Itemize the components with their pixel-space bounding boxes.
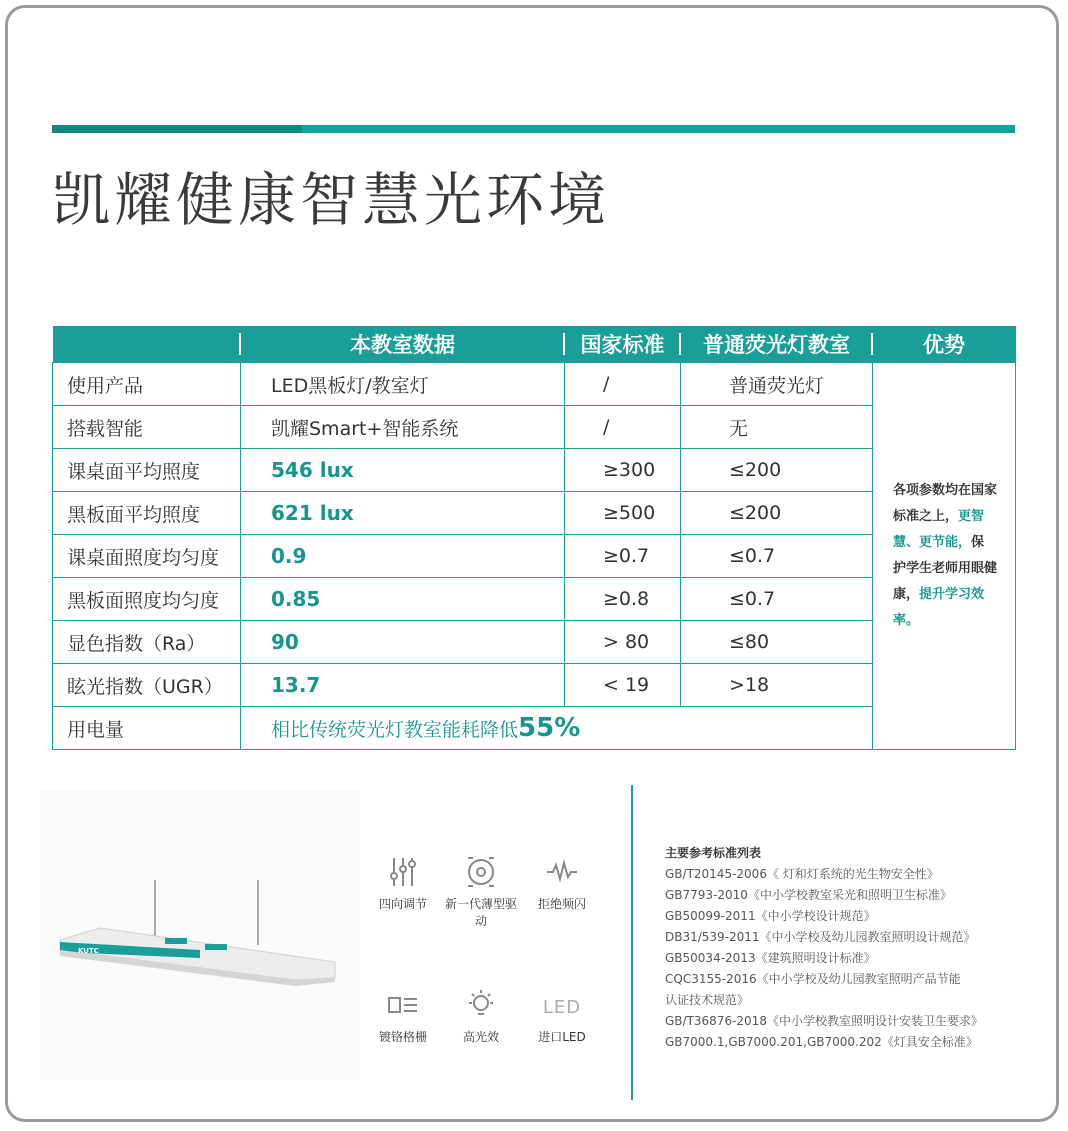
row-fluorescent: 普通荧光灯 bbox=[681, 363, 873, 406]
list-item: GB/T36876-2018《中小学校教室照明设计安装卫生要求》 bbox=[665, 1014, 983, 1028]
sliders-icon bbox=[363, 855, 443, 895]
row-label: 课桌面照度均匀度 bbox=[53, 535, 241, 578]
row-label: 眩光指数（UGR） bbox=[53, 664, 241, 707]
title-rule-accent bbox=[52, 125, 302, 133]
row-fluorescent: >18 bbox=[681, 664, 873, 707]
bulb-icon bbox=[441, 988, 521, 1028]
title-rule bbox=[52, 125, 1015, 133]
table-header-row bbox=[53, 326, 1016, 363]
header-label bbox=[53, 326, 241, 363]
row-standard: ≥300 bbox=[565, 449, 681, 492]
led-icon: LED bbox=[542, 997, 582, 1018]
table-row bbox=[53, 363, 1016, 406]
table-row bbox=[53, 449, 1016, 492]
grid-icon bbox=[363, 988, 443, 1028]
row-fluorescent: ≤0.7 bbox=[681, 578, 873, 621]
table-row bbox=[53, 492, 1016, 535]
reference-standards bbox=[665, 843, 983, 1053]
list-item: CQC3155-2016《中小学校及幼儿园教室照明产品节能 bbox=[665, 972, 961, 986]
reference-heading: 主要参考标准列表 bbox=[665, 846, 762, 860]
row-fluorescent: ≤80 bbox=[681, 621, 873, 664]
row-value: LED黑板灯/教室灯 bbox=[241, 363, 565, 406]
row-value: 90 bbox=[241, 621, 565, 664]
product-brand-label: KUTC bbox=[78, 947, 99, 955]
list-item: GB7000.1,GB7000.201,GB7000.202《灯具安全标准》 bbox=[665, 1035, 978, 1049]
list-item: DB31/539-2011《中小学校及幼儿园教室照明设计规范》 bbox=[665, 930, 976, 944]
list-item: GB/T20145-2006《 灯和灯系统的光生物安全性》 bbox=[665, 867, 939, 881]
page-title: 凯耀健康智慧光环境 bbox=[52, 166, 611, 234]
row-fluorescent: ≤0.7 bbox=[681, 535, 873, 578]
list-item: GB50034-2013《建筑照明设计标准》 bbox=[665, 951, 876, 965]
row-label: 课桌面平均照度 bbox=[53, 449, 241, 492]
wave-icon bbox=[522, 855, 602, 895]
row-standard: < 19 bbox=[565, 664, 681, 707]
header-fluorescent: 普通荧光灯教室 bbox=[681, 326, 873, 363]
row-fluorescent: ≤200 bbox=[681, 492, 873, 535]
row-label: 黑板面平均照度 bbox=[53, 492, 241, 535]
comparison-table bbox=[52, 326, 1016, 750]
list-item: GB50099-2011《中小学校设计规范》 bbox=[665, 909, 876, 923]
header-advantage: 优势 bbox=[873, 326, 1016, 363]
feature-high-efficacy: 高光效 bbox=[441, 988, 521, 1045]
row-standard: / bbox=[565, 406, 681, 449]
list-item: 认证技术规范》 bbox=[665, 993, 750, 1007]
row-standard: > 80 bbox=[565, 621, 681, 664]
led-panel-illustration bbox=[40, 790, 360, 1080]
power-saving-text: 相比传统荧光灯教室能耗降低55% bbox=[241, 707, 873, 750]
row-value: 13.7 bbox=[241, 664, 565, 707]
row-label: 搭载智能 bbox=[53, 406, 241, 449]
power-row bbox=[53, 707, 1016, 750]
row-standard: ≥500 bbox=[565, 492, 681, 535]
advantage-cell: 各项参数均在国家标准之上，更智慧、更节能，保护学生老师用眼健康，提升学习效率。 bbox=[873, 363, 1016, 750]
row-standard: ≥0.8 bbox=[565, 578, 681, 621]
row-label: 显色指数（Ra） bbox=[53, 621, 241, 664]
row-fluorescent: ≤200 bbox=[681, 449, 873, 492]
table-row bbox=[53, 664, 1016, 707]
feature-chrome-grille: 镀铬格栅 bbox=[363, 988, 443, 1045]
feature-four-way-adjust: 四向调节 bbox=[363, 855, 443, 912]
row-fluorescent: 无 bbox=[681, 406, 873, 449]
table-row bbox=[53, 621, 1016, 664]
table-row bbox=[53, 578, 1016, 621]
row-label: 黑板面照度均匀度 bbox=[53, 578, 241, 621]
row-value: 凯耀Smart+智能系统 bbox=[241, 406, 565, 449]
row-standard: ≥0.7 bbox=[565, 535, 681, 578]
row-standard: / bbox=[565, 363, 681, 406]
product-image bbox=[40, 790, 360, 1080]
row-value: 546 lux bbox=[241, 449, 565, 492]
header-this-classroom: 本教室数据 bbox=[241, 326, 565, 363]
row-value: 0.9 bbox=[241, 535, 565, 578]
row-value: 0.85 bbox=[241, 578, 565, 621]
row-label: 使用产品 bbox=[53, 363, 241, 406]
table-row bbox=[53, 406, 1016, 449]
table-row bbox=[53, 535, 1016, 578]
power-saving-percent: 55% bbox=[518, 713, 581, 743]
section-divider bbox=[631, 785, 633, 1100]
row-value: 621 lux bbox=[241, 492, 565, 535]
feature-imported-led: LED 进口LED bbox=[522, 988, 602, 1045]
feature-no-flicker: 拒绝频闪 bbox=[522, 855, 602, 912]
feature-thin-driver: 新一代薄型驱动 bbox=[441, 855, 521, 929]
list-item: GB7793-2010《中小学校教室采光和照明卫生标准》 bbox=[665, 888, 952, 902]
driver-icon bbox=[441, 855, 521, 895]
header-national-standard: 国家标准 bbox=[565, 326, 681, 363]
row-label: 用电量 bbox=[53, 707, 241, 750]
